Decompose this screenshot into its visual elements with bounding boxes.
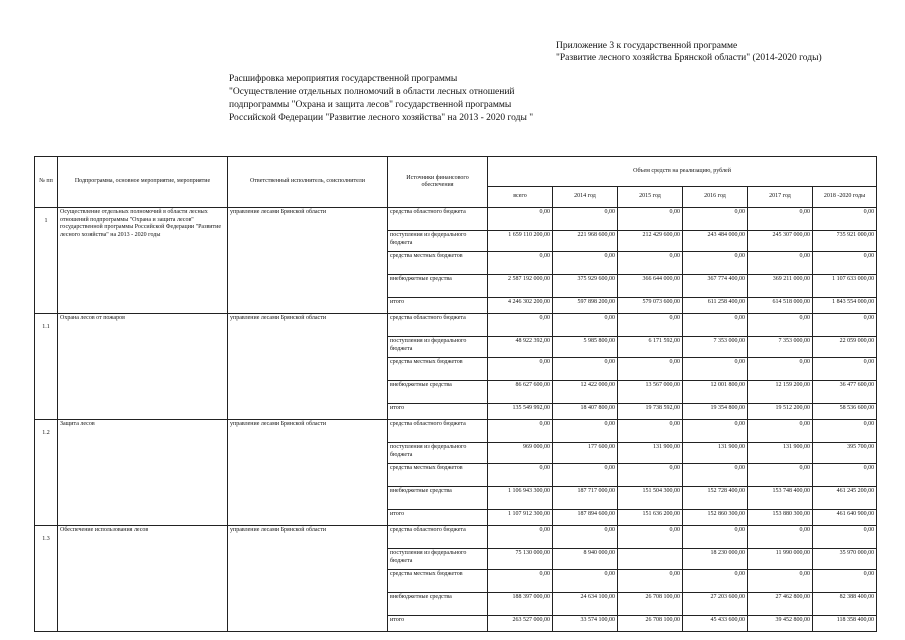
section-executor: управление лесами Брянской области — [228, 208, 388, 314]
funding-source: итого — [388, 510, 488, 526]
amount-cell: 27 462 800,00 — [748, 593, 813, 616]
amount-cell: 0,00 — [618, 526, 683, 549]
header-amount: Объем средств на реализацию, рублей — [488, 157, 877, 187]
amount-cell: 0,00 — [488, 358, 553, 381]
section-name: Защита лесов — [58, 420, 228, 526]
amount-cell: 1 106 943 300,00 — [488, 487, 553, 510]
amount-cell: 0,00 — [748, 464, 813, 487]
amount-cell: 7 353 000,00 — [748, 337, 813, 358]
amount-cell: 75 130 000,00 — [488, 549, 553, 570]
amount-cell: 0,00 — [813, 570, 877, 593]
amount-cell: 26 708 100,00 — [618, 593, 683, 616]
amount-cell: 0,00 — [748, 570, 813, 593]
funding-source: внебюджетные средства — [388, 275, 488, 298]
amount-cell: 0,00 — [618, 420, 683, 443]
amount-cell: 579 073 600,00 — [618, 298, 683, 314]
amount-cell: 2 587 192 000,00 — [488, 275, 553, 298]
amount-cell: 461 245 200,00 — [813, 487, 877, 510]
table-row — [35, 526, 877, 549]
header-year-2014: 2014 год — [553, 187, 618, 208]
amount-cell: 369 211 000,00 — [748, 275, 813, 298]
amount-cell: 131 900,00 — [618, 443, 683, 464]
amount-cell: 187 894 600,00 — [553, 510, 618, 526]
amount-cell: 18 230 000,00 — [683, 549, 748, 570]
amount-cell: 27 203 600,00 — [683, 593, 748, 616]
amount-cell: 177 600,00 — [553, 443, 618, 464]
appendix-line-1: Приложение 3 к государственной программе — [556, 41, 738, 51]
header-year-2018-2020: 2018 -2020 годы — [813, 187, 877, 208]
amount-cell: 8 940 000,00 — [553, 549, 618, 570]
funding-source: средства местных бюджетов — [388, 252, 488, 275]
appendix-line-2: "Развитие лесного хозяйства Брянской области" (2014-2020 годы) — [556, 53, 822, 63]
amount-cell: 0,00 — [553, 526, 618, 549]
amount-cell: 19 354 800,00 — [683, 404, 748, 420]
amount-cell: 0,00 — [618, 358, 683, 381]
amount-cell: 0,00 — [748, 252, 813, 275]
amount-cell: 22 059 000,00 — [813, 337, 877, 358]
amount-cell: 0,00 — [553, 252, 618, 275]
amount-cell: 0,00 — [618, 208, 683, 231]
amount-cell: 6 171 592,00 — [618, 337, 683, 358]
amount-cell: 0,00 — [618, 314, 683, 337]
funding-source: поступления из федерального бюджета — [388, 443, 488, 464]
funding-source: внебюджетные средства — [388, 593, 488, 616]
amount-cell: 969 000,00 — [488, 443, 553, 464]
amount-cell: 131 900,00 — [748, 443, 813, 464]
amount-cell: 1 843 554 000,00 — [813, 298, 877, 314]
amount-cell: 151 636 200,00 — [618, 510, 683, 526]
header-year-total: всего — [488, 187, 553, 208]
amount-cell: 221 968 600,00 — [553, 231, 618, 252]
amount-cell: 0,00 — [488, 208, 553, 231]
amount-cell: 0,00 — [813, 314, 877, 337]
amount-cell: 35 970 000,00 — [813, 549, 877, 570]
table-row — [35, 314, 877, 337]
amount-cell: 0,00 — [553, 314, 618, 337]
section-executor: управление лесами Брянской области — [228, 526, 388, 632]
amount-cell: 0,00 — [748, 358, 813, 381]
amount-cell: 0,00 — [683, 208, 748, 231]
amount-cell: 0,00 — [683, 358, 748, 381]
funding-source: средства областного бюджета — [388, 420, 488, 443]
header-executor: Ответственный исполнитель, соисполнители — [228, 157, 388, 208]
heading-line-3: подпрограммы "Охрана и защита лесов" государственной программы — [229, 100, 512, 110]
amount-cell: 0,00 — [813, 358, 877, 381]
table-row — [35, 420, 877, 443]
amount-cell: 375 929 600,00 — [553, 275, 618, 298]
funding-source: средства областного бюджета — [388, 208, 488, 231]
amount-cell: 1 659 110 200,00 — [488, 231, 553, 252]
funding-source: средства местных бюджетов — [388, 358, 488, 381]
amount-cell: 395 700,00 — [813, 443, 877, 464]
amount-cell: 0,00 — [553, 358, 618, 381]
amount-cell: 0,00 — [748, 208, 813, 231]
amount-cell: 0,00 — [813, 464, 877, 487]
amount-cell: 597 898 200,00 — [553, 298, 618, 314]
amount-cell: 7 353 000,00 — [683, 337, 748, 358]
amount-cell: 58 536 600,00 — [813, 404, 877, 420]
amount-cell: 0,00 — [553, 464, 618, 487]
amount-cell — [618, 549, 683, 570]
amount-cell: 263 527 000,00 — [488, 616, 553, 632]
amount-cell: 212 429 600,00 — [618, 231, 683, 252]
amount-cell: 0,00 — [683, 570, 748, 593]
appendix-note — [556, 40, 822, 64]
amount-cell: 0,00 — [488, 464, 553, 487]
funding-source: итого — [388, 616, 488, 632]
amount-cell: 243 484 000,00 — [683, 231, 748, 252]
amount-cell: 13 567 000,00 — [618, 381, 683, 404]
amount-cell: 0,00 — [488, 420, 553, 443]
amount-cell: 1 107 633 000,00 — [813, 275, 877, 298]
header-year-2016: 2016 год — [683, 187, 748, 208]
funding-source: средства местных бюджетов — [388, 570, 488, 593]
amount-cell: 12 001 800,00 — [683, 381, 748, 404]
amount-cell: 0,00 — [683, 464, 748, 487]
section-name: Осуществление отдельных полномочий в области лесных отношений подпрограммы "Охрана и защита лесов" государственной программы Российской Федерации "Развитие лесного хозяйства" на 2013 - 2020 годы — [58, 208, 228, 314]
amount-cell: 0,00 — [813, 208, 877, 231]
header-program: Подпрограмма, основное мероприятие, мероприятие — [58, 157, 228, 208]
section-number: 1.1 — [35, 314, 58, 420]
amount-cell: 0,00 — [683, 252, 748, 275]
amount-cell: 0,00 — [748, 420, 813, 443]
amount-cell: 461 640 900,00 — [813, 510, 877, 526]
amount-cell: 24 634 100,00 — [553, 593, 618, 616]
amount-cell: 33 574 100,00 — [553, 616, 618, 632]
amount-cell: 611 258 400,00 — [683, 298, 748, 314]
funding-source: поступления из федерального бюджета — [388, 231, 488, 252]
amount-cell: 0,00 — [553, 208, 618, 231]
amount-cell: 151 504 300,00 — [618, 487, 683, 510]
amount-cell: 153 748 400,00 — [748, 487, 813, 510]
funding-source: внебюджетные средства — [388, 487, 488, 510]
document-heading — [229, 73, 533, 125]
amount-cell: 153 880 300,00 — [748, 510, 813, 526]
amount-cell: 0,00 — [683, 526, 748, 549]
amount-cell: 366 644 000,00 — [618, 275, 683, 298]
amount-cell: 0,00 — [813, 420, 877, 443]
header-num: № пп — [35, 157, 58, 208]
funding-source: итого — [388, 298, 488, 314]
heading-line-4: Российской Федерации "Развитие лесного хозяйства" на 2013 - 2020 годы " — [229, 113, 534, 123]
amount-cell: 19 512 200,00 — [748, 404, 813, 420]
section-name: Обеспечение использования лесов — [58, 526, 228, 632]
amount-cell: 48 922 392,00 — [488, 337, 553, 358]
amount-cell: 1 107 912 300,00 — [488, 510, 553, 526]
amount-cell: 367 774 400,00 — [683, 275, 748, 298]
amount-cell: 0,00 — [553, 570, 618, 593]
heading-line-1: Расшифровка мероприятия государственной программы — [229, 74, 458, 84]
section-number: 1.3 — [35, 526, 58, 632]
amount-cell: 0,00 — [553, 420, 618, 443]
header-year-2017: 2017 год — [748, 187, 813, 208]
amount-cell: 26 708 100,00 — [618, 616, 683, 632]
amount-cell: 0,00 — [488, 570, 553, 593]
funding-table — [34, 156, 877, 632]
amount-cell: 614 518 000,00 — [748, 298, 813, 314]
amount-cell: 0,00 — [683, 420, 748, 443]
amount-cell: 82 388 400,00 — [813, 593, 877, 616]
section-number: 1.2 — [35, 420, 58, 526]
amount-cell: 12 159 200,00 — [748, 381, 813, 404]
amount-cell: 735 921 000,00 — [813, 231, 877, 252]
amount-cell: 86 627 600,00 — [488, 381, 553, 404]
funding-source: поступления из федерального бюджета — [388, 549, 488, 570]
amount-cell: 0,00 — [488, 314, 553, 337]
amount-cell: 0,00 — [488, 252, 553, 275]
amount-cell: 135 549 992,00 — [488, 404, 553, 420]
heading-line-2: "Осуществление отдельных полномочий в области лесных отношений — [229, 87, 515, 97]
amount-cell: 152 860 300,00 — [683, 510, 748, 526]
amount-cell: 245 307 000,00 — [748, 231, 813, 252]
funding-source: поступления из федерального бюджета — [388, 337, 488, 358]
header-year-2015: 2015 год — [618, 187, 683, 208]
table-row — [35, 208, 877, 231]
amount-cell: 5 985 800,00 — [553, 337, 618, 358]
amount-cell: 18 407 800,00 — [553, 404, 618, 420]
funding-source: внебюджетные средства — [388, 381, 488, 404]
amount-cell: 39 452 800,00 — [748, 616, 813, 632]
amount-cell: 0,00 — [618, 464, 683, 487]
amount-cell: 152 728 400,00 — [683, 487, 748, 510]
amount-cell: 36 477 600,00 — [813, 381, 877, 404]
amount-cell: 187 717 000,00 — [553, 487, 618, 510]
amount-cell: 0,00 — [683, 314, 748, 337]
amount-cell: 4 246 302 200,00 — [488, 298, 553, 314]
header-sources: Источники финансового обеспечения — [388, 157, 488, 208]
amount-cell: 0,00 — [618, 570, 683, 593]
amount-cell: 131 900,00 — [683, 443, 748, 464]
funding-source: средства областного бюджета — [388, 314, 488, 337]
section-name: Охрана лесов от пожаров — [58, 314, 228, 420]
section-executor: управление лесами Брянской области — [228, 314, 388, 420]
funding-source: средства местных бюджетов — [388, 464, 488, 487]
amount-cell: 0,00 — [748, 526, 813, 549]
section-executor: управление лесами Брянской области — [228, 420, 388, 526]
amount-cell: 0,00 — [488, 526, 553, 549]
table-body — [35, 208, 877, 632]
section-number: 1 — [35, 208, 58, 314]
amount-cell: 0,00 — [813, 526, 877, 549]
funding-source: средства областного бюджета — [388, 526, 488, 549]
funding-source: итого — [388, 404, 488, 420]
amount-cell: 118 358 400,00 — [813, 616, 877, 632]
amount-cell: 45 433 600,00 — [683, 616, 748, 632]
amount-cell: 188 397 000,00 — [488, 593, 553, 616]
amount-cell: 19 738 592,00 — [618, 404, 683, 420]
amount-cell: 0,00 — [813, 252, 877, 275]
amount-cell: 0,00 — [748, 314, 813, 337]
amount-cell: 11 990 000,00 — [748, 549, 813, 570]
amount-cell: 12 422 000,00 — [553, 381, 618, 404]
amount-cell: 0,00 — [618, 252, 683, 275]
